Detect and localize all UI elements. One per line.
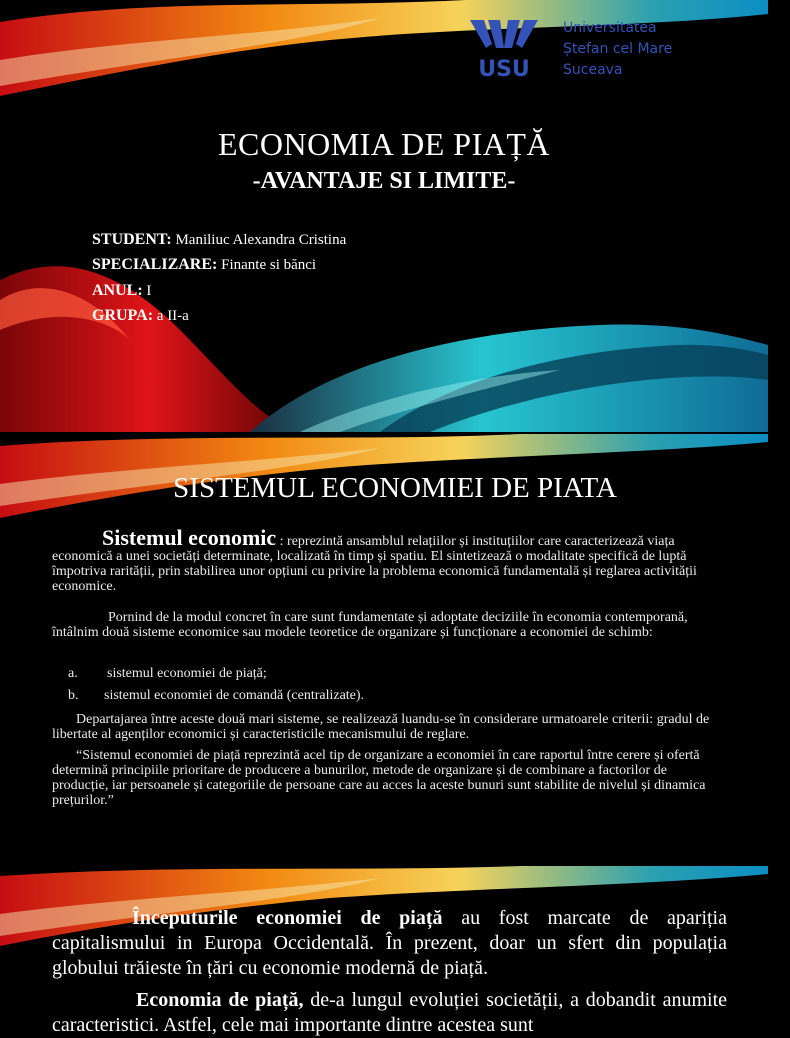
characteristics-text: de-a lungul evoluției societății, a dobandit anumite caracteristici. Astfel, cele mai importante dintre acestea sunt — [52, 989, 727, 1036]
year-line — [92, 282, 151, 300]
content-slide-inceputuri[interactable] — [0, 866, 768, 1036]
group-line — [92, 307, 189, 325]
list-text-b: sistemul economiei de comandă (centralizate). — [104, 688, 365, 703]
content-slide-sistemul[interactable] — [0, 434, 768, 864]
origins-text: au fost marcate de apariția capitalismului in Europa Occidentală. În prezent, doar un sfert din populația globului trăieste în țări cu economie modernă de piață. — [52, 907, 727, 979]
group-value: a II-a — [153, 308, 189, 324]
presentation-title: ECONOMIA DE PIAȚĂ — [217, 126, 551, 162]
specialization-line — [92, 256, 316, 274]
title-slide[interactable] — [0, 0, 768, 432]
paragraph-definition — [52, 525, 724, 594]
university-name-line2: Ștefan cel Mare — [563, 41, 673, 57]
list-marker-b: b. — [68, 688, 79, 703]
university-name — [563, 18, 672, 81]
characteristics-bold: Economia de piață, — [136, 989, 304, 1011]
list-item-a — [52, 666, 724, 681]
usu-logo-icon — [466, 16, 542, 80]
logo-mark-text: USU — [478, 57, 530, 82]
definition-text: : reprezintă ansamblul relațiilor și instituțiilor care caracterizează viața economică a unei societăți determinate, localizată în timp și spatiu. El sintetizează o modalitate specifică de luptă împotriva rarității, prin stabilirea unor opțiuni cu privire la problema economică fundamentală și reglarea activității economice. — [52, 534, 697, 594]
university-name-line1: Universitatea — [563, 20, 657, 36]
paragraph-quote: “Sistemul economiei de piață reprezintă acel tip de organizare a economiei în care raportul între cerere și ofertă determină principiile prioritare de producere a bunurilor, metode de organizare și de combinare a factorilor de producție, iar persoanele și categoriile de persoane care au acces la aceste bunuri sunt stabilite de nivelul și dinamica prețurilor.” — [52, 748, 706, 808]
paragraph-criteria: Departajarea între aceste două mari sisteme, se realizează luandu-se în considerare urmatoarele criterii: gradul de libertate al agenților economici și caracteristicile mecanismului de reglare. — [52, 712, 710, 742]
year-value: I — [142, 283, 152, 299]
specialization-label: SPECIALIZARE: — [92, 256, 218, 273]
university-logo — [466, 16, 542, 80]
paragraph-characteristics — [52, 988, 727, 1038]
student-label: STUDENT: — [92, 231, 172, 248]
paragraph-context: Pornind de la modul concret în care sunt fundamentate și adoptate deciziile în economia contemporană, întâlnim două sisteme economice sau modele teoretice de organizare și funcționare a economiei de schimb: — [52, 610, 688, 640]
student-value: Maniliuc Alexandra Cristina — [171, 232, 347, 248]
paragraph-origins — [52, 906, 727, 981]
list-item-b — [52, 688, 724, 703]
list-marker-a: a. — [68, 666, 78, 681]
student-line — [92, 231, 346, 249]
slide-title: SISTEMUL ECONOMIEI DE PIATA — [173, 472, 617, 504]
specialization-value: Finante si bănci — [217, 257, 317, 273]
presentation-subtitle: -AVANTAJE SI LIMITE- — [252, 168, 516, 194]
year-label: ANUL: — [92, 282, 143, 299]
list-text-a: sistemul economiei de piață; — [107, 666, 267, 681]
origins-bold: Începuturile economiei de piață — [132, 907, 443, 929]
university-name-line3: Suceava — [563, 62, 623, 78]
group-label: GRUPA: — [92, 307, 154, 324]
lead-term: Sistemul economic — [102, 525, 277, 550]
